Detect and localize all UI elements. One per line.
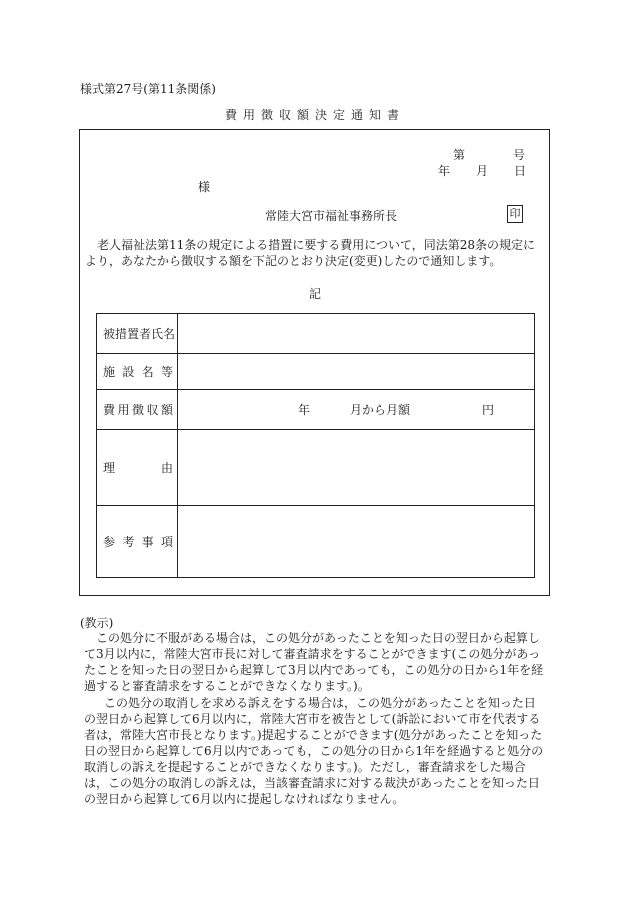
table-row — [97, 390, 535, 430]
number-go: 号 — [513, 148, 526, 162]
table-row — [97, 430, 535, 506]
amount-year: 年 — [298, 403, 311, 417]
label-cell — [97, 354, 178, 390]
date-year: 年 — [438, 164, 451, 178]
detail-table — [96, 313, 535, 578]
issuer-name: 常陸大宮市福祉事務所長 — [265, 209, 398, 223]
date-month: 月 — [476, 164, 489, 178]
row-label-reason-right: 由 — [160, 461, 173, 475]
document-number — [453, 146, 525, 163]
instruction-paragraph-2: この処分の取消しを求める訴えをする場合は，この処分があったことを知った日の翌日から起算して6月以内に，常陸大宮市を被告として(訴訟において市を代表する者は，常陸大宮市長となります。)提起することができます(処分があったことを知った日の翌日から起算して6月以内であっても，この処分の日から1年を経過すると処分の取消しの訴えを提起することができなくなります。)。ただし，審査請求をした場合は，この処分の取消しの訴えは，当該審査請求に対する裁決があったことを知った日の翌日から起算して6月以内に提起しなければなりません。 — [84, 696, 544, 806]
ki-heading: 記 — [308, 287, 321, 301]
value-cell-name[interactable] — [178, 314, 535, 354]
form-number: 様式第27号(第11条関係) — [80, 82, 216, 96]
label-cell — [97, 430, 178, 506]
date-day: 日 — [514, 164, 527, 178]
amount-from-month: 月から月額 — [350, 403, 411, 417]
number-dai: 第 — [453, 148, 466, 162]
value-cell-reference[interactable] — [178, 506, 535, 578]
table-row — [97, 506, 535, 578]
value-cell-reason[interactable] — [178, 430, 535, 506]
amount-yen: 円 — [482, 403, 495, 417]
addressee-suffix: 様 — [198, 180, 211, 194]
table-row — [97, 354, 535, 390]
instruction-paragraph-1: この処分に不服がある場合は，この処分があったことを知った日の翌日から起算して3月以内に，常陸大宮市長に対して審査請求をすることができます(この処分があったことを知った日の翌日から起算して3月以内であっても，この処分の日から1年を経過すると審査請求をすることができなくなります。)。 — [84, 631, 544, 693]
label-cell — [97, 314, 178, 354]
row-label-name: 被措置者氏名 — [103, 327, 176, 341]
notice-body: 老人福祉法第11条の規定による措置に要する費用について，同法第28条の規定により，あなたから徴収する額を下記のとおり決定(変更)したので通知します。 — [85, 238, 536, 268]
issue-date — [438, 162, 526, 179]
row-label-reference: 参考事項 — [103, 535, 173, 549]
seal-mark: 印 — [507, 205, 523, 223]
value-cell-amount[interactable] — [178, 390, 535, 430]
label-cell — [97, 506, 178, 578]
row-label-facility: 施設名等 — [103, 365, 173, 379]
value-cell-facility[interactable] — [178, 354, 535, 390]
row-label-reason-left: 理 — [103, 461, 116, 475]
table-row — [97, 314, 535, 354]
document-title: 費用徴収額決定通知書 — [224, 108, 405, 122]
row-label-amount: 費用徴収額 — [103, 403, 173, 417]
label-cell — [97, 390, 178, 430]
instruction-heading: (教示) — [80, 616, 114, 630]
